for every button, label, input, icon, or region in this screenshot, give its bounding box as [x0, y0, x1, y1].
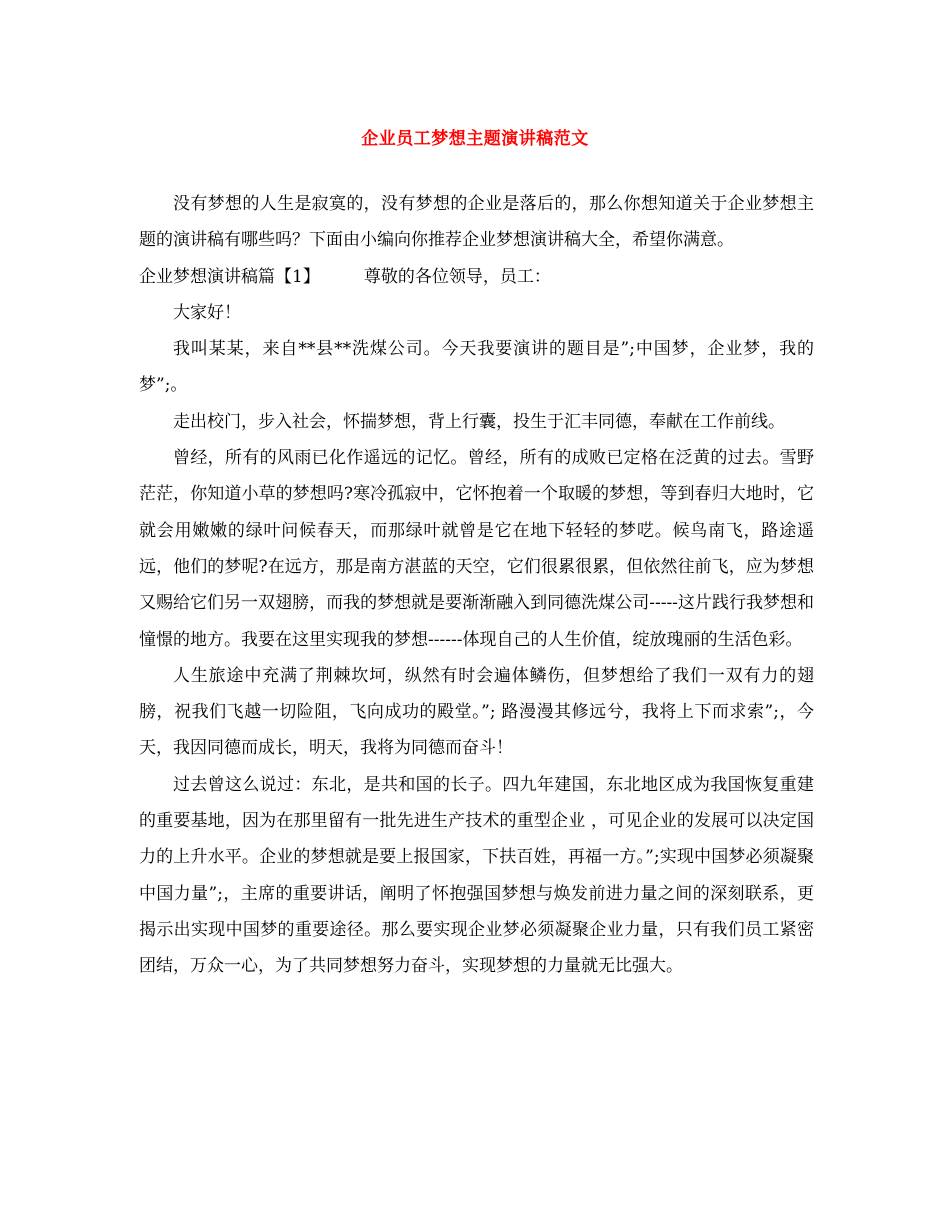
- body-paragraph: 过去曾这么说过：东北，是共和国的长子。四九年建国，东北地区成为我国恢复重建的重要基地，因为在那里留有一批先进生产技术的重型企业 ，可见企业的发展可以决定国力的上升水平。企业的梦想就是要上报国家，下扶百姓，再福一方。”;实现中国梦必须凝聚中国力量”;，主席的重要讲话，阐明了怀抱强国梦想与焕发前进力量之间的深刻联系，更揭示出实现中国梦的重要途径。那么要实现企业梦必须凝聚企业力量，只有我们员工紧密团结，万众一心，为了共同梦想努力奋斗，实现梦想的力量就无比强大。: [139, 774, 814, 977]
- body-paragraph: 我叫某某，来自**县**洗煤公司。今天我要演讲的题目是”;中国梦，企业梦，我的梦”;。: [139, 339, 814, 396]
- greeting: 大家好！: [173, 302, 241, 323]
- body-paragraph: 曾经，所有的风雨已化作遥远的记忆。曾经，所有的成败已定格在泛黄的过去。雪野茫茫，你知道小草的梦想吗?寒冷孤寂中，它怀抱着一个取暖的梦想，等到春归大地时，它就会用嫩嫩的绿叶问候春天，而那绿叶就曾是它在地下轻轻的梦呓。候鸟南飞，路途遥远，他们的梦呢?在远方，那是南方湛蓝的天空，它们很累很累，但依然往前飞，应为梦想又赐给它们另一双翅膀，而我的梦想就是要渐渐融入到同德洗煤公司-----这片践行我梦想和憧憬的地方。我要在这里实现我的梦想------体现自己的人生价值，绽放瑰丽的生活色彩。: [139, 448, 814, 650]
- section-heading: 企业梦想演讲稿篇【1】: [139, 266, 320, 287]
- section-heading-line: [139, 259, 814, 295]
- document-body: [139, 186, 814, 985]
- intro-paragraph: 没有梦想的人生是寂寞的，没有梦想的企业是落后的，那么你想知道关于企业梦想主题的演讲稿有哪些吗？下面由小编向你推荐企业梦想演讲稿大全，希望你满意。: [139, 194, 814, 251]
- salutation: 尊敬的各位领导，员工：: [363, 266, 551, 287]
- body-paragraph: 人生旅途中充满了荆棘坎坷，纵然有时会遍体鳞伤，但梦想给了我们一双有力的翅膀，祝我们飞越一切险阻，飞向成功的殿堂。”; 路漫漫其修远兮，我将上下而求索”;，今天，我因同德而成长，明天，我将为同德而奋斗！: [139, 665, 814, 759]
- document-title: 企业员工梦想主题演讲稿范文: [361, 129, 589, 149]
- body-paragraph: 走出校门，步入社会，怀揣梦想，背上行囊，投生于汇丰同德，奉献在工作前线。: [173, 411, 785, 432]
